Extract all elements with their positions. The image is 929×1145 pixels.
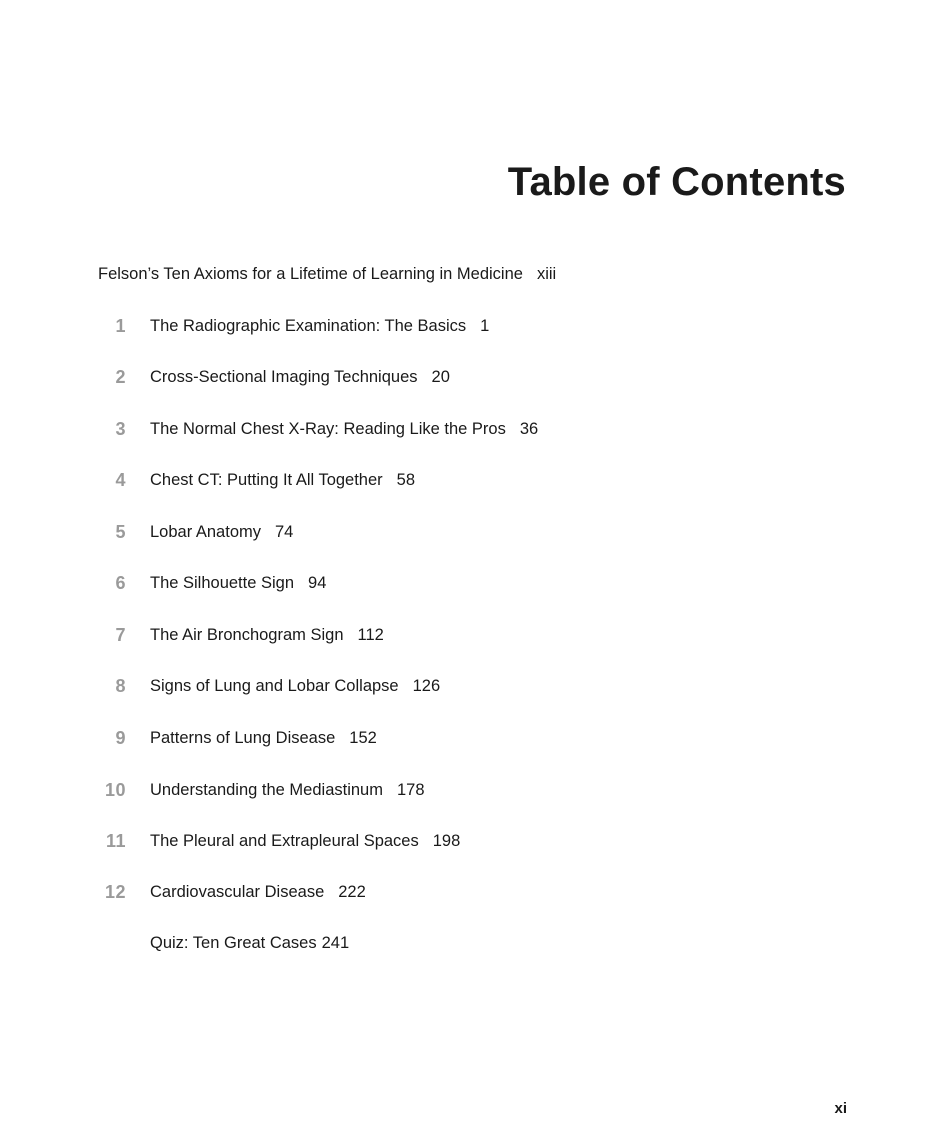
toc-entry-title: [150, 674, 440, 698]
toc-page-number: 241: [321, 934, 350, 952]
toc-entry-title: [150, 365, 450, 389]
toc-page-number: 178: [396, 781, 425, 799]
chapter-number: 2: [115, 367, 126, 387]
toc-title-text: Felson’s Ten Axioms for a Lifetime of Learning in Medicine: [98, 265, 523, 283]
page-folio: xi: [834, 1100, 847, 1117]
toc-page-number: 20: [431, 368, 450, 386]
toc-entry-chapter-11[interactable]: [0, 829, 929, 853]
toc-title-text: Patterns of Lung Disease: [150, 729, 336, 747]
toc-title-text: Quiz: Ten Great Cases: [150, 934, 317, 952]
chapter-number: 8: [115, 676, 126, 696]
toc-page-number: 36: [519, 420, 539, 438]
toc-title-text: Cardiovascular Disease: [150, 883, 325, 901]
toc-entry-chapter-1[interactable]: [0, 314, 929, 338]
toc-page-number: 198: [432, 832, 461, 850]
toc-title-text: The Silhouette Sign: [150, 574, 295, 592]
toc-entry-title: [150, 880, 366, 904]
toc-entry-title: [150, 571, 326, 595]
chapter-number: 7: [115, 625, 126, 645]
toc-entry-title: [150, 417, 538, 441]
toc-page-number: 152: [349, 729, 377, 747]
toc-entry-chapter-10[interactable]: [0, 778, 929, 802]
toc-entry-axioms[interactable]: [0, 262, 929, 286]
chapter-number: 3: [115, 419, 126, 439]
toc-entry-chapter-3[interactable]: [0, 417, 929, 441]
toc-page-number: 94: [308, 574, 327, 592]
chapter-number: 10: [104, 780, 126, 800]
toc-page-number: xiii: [536, 265, 557, 283]
toc-entry-title: [150, 520, 293, 544]
toc-entry-title: [150, 778, 425, 802]
toc-entry-chapter-12[interactable]: [0, 880, 929, 904]
toc-title-text: The Air Bronchogram Sign: [150, 626, 344, 644]
toc-entry-title: [98, 262, 556, 286]
chapter-number: 12: [104, 882, 126, 902]
toc-entry-chapter-4[interactable]: [0, 468, 929, 492]
toc-entry-chapter-7[interactable]: [0, 623, 929, 647]
chapter-number: 5: [115, 522, 126, 542]
toc-entry-chapter-5[interactable]: [0, 520, 929, 544]
toc-entry-title: [150, 726, 377, 750]
toc-entry-chapter-2[interactable]: [0, 365, 929, 389]
toc-entry-chapter-9[interactable]: [0, 726, 929, 750]
chapter-number: 4: [115, 470, 126, 490]
toc-title-text: Cross-Sectional Imaging Techniques: [150, 368, 418, 386]
toc-entry-title: [150, 829, 460, 853]
toc-entry-title: [150, 314, 489, 338]
toc-page-number: 58: [396, 471, 416, 489]
toc-entry-title: [150, 931, 349, 955]
toc-page-number: 74: [275, 523, 294, 541]
toc-page-number: 126: [412, 677, 441, 695]
chapter-number: 9: [115, 728, 126, 748]
toc-entry-title: [150, 623, 384, 647]
page-title: Table of Contents: [507, 160, 846, 204]
toc-title-text: The Radiographic Examination: The Basics: [150, 317, 467, 335]
toc-entry-chapter-8[interactable]: [0, 674, 929, 698]
chapter-number: 6: [115, 573, 126, 593]
chapter-number: 1: [115, 316, 126, 336]
toc-title-text: The Pleural and Extrapleural Spaces: [150, 832, 419, 850]
toc-page-number: 112: [357, 626, 384, 644]
toc-entry-chapter-6[interactable]: [0, 571, 929, 595]
toc-title-text: The Normal Chest X-Ray: Reading Like the Pros: [150, 420, 506, 438]
toc-page-number: 222: [338, 883, 366, 901]
toc-title-text: Understanding the Mediastinum: [150, 781, 383, 799]
toc-title-text: Lobar Anatomy: [150, 523, 261, 541]
toc-title-text: Chest CT: Putting It All Together: [150, 471, 383, 489]
toc-entry-quiz[interactable]: [0, 931, 929, 955]
toc-title-text: Signs of Lung and Lobar Collapse: [150, 677, 399, 695]
chapter-number: 11: [105, 831, 126, 851]
toc-page-number: 1: [480, 317, 490, 335]
toc-entry-title: [150, 468, 415, 492]
